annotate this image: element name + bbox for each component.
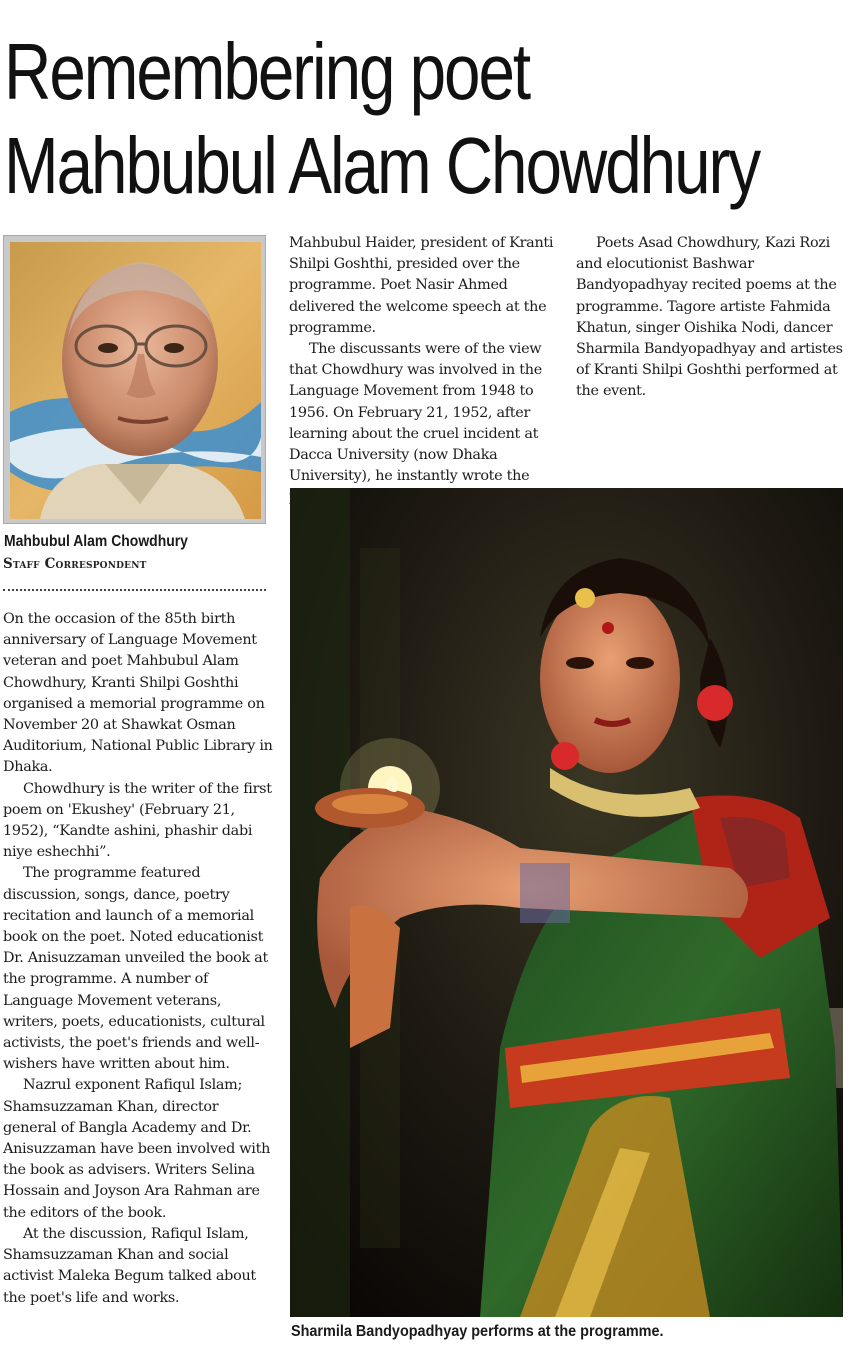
dancer-image [290, 488, 843, 1317]
performance-photo [290, 488, 843, 1317]
photo-caption: Sharmila Bandyopadhyay performs at the programme. [291, 1323, 664, 1340]
portrait-caption: Mahbubul Alam Chowdhury [4, 533, 188, 550]
article-column-2 [289, 233, 559, 509]
paragraph: On the occasion of the 85th birth anniversary of Language Movement veteran and poet Mahbubul Alam Chowdhury, Kranti Shilpi Goshthi organised a memorial programme on November 20 at Shawkat Osman Auditorium, National Public Library in Dhaka. [3, 611, 273, 776]
headline-line-1: Remembering poet [4, 27, 530, 116]
headline-line-2: Mahbubul Alam Chowdhury [4, 121, 760, 210]
paragraph: The discussants were of the view that Chowdhury was involved in the Language Movement from 1948 to 1956. On February 21, 1952, after learning about the cruel incident at Dacca University (now Dhaka University), he instantly wrote the [289, 341, 542, 485]
headline [4, 22, 760, 210]
article-column-1 [3, 609, 275, 1309]
portrait-image [10, 242, 261, 519]
article-column-3 [576, 233, 844, 403]
paragraph: Nazrul exponent Rafiqul Islam; Shamsuzzaman Khan, director general of Bangla Academy and Dr. Anisuzzaman have been involved with the book as advisers. Writers Selina Hossain and Joyson Ara Rahman are the editors of the book. [3, 1077, 271, 1221]
paragraph: Mahbubul Haider, president of Kranti Shilpi Goshthi, presided over the programme. Poet Nasir Ahmed delivered the welcome speech at the programme. [289, 235, 554, 336]
byline: Staff Correspondent [3, 556, 147, 572]
paragraph: The programme featured discussion, songs, dance, poetry recitation and launch of a memorial book on the poet. Noted educationist Dr. Anisuzzaman unveiled the book at the programme. A number of Language Movement veterans, writers, poets, educationists, cultural activists, the poet's friends and well-wishers have written about him. [3, 865, 268, 1073]
paragraph: Poets Asad Chowdhury, Kazi Rozi and elocutionist Bashwar Bandyopadhyay recited poems at the programme. Tagore artiste Fahmida Khatun, singer Oishika Nodi, dancer Sharmila Bandyopadhyay and artistes of Kranti Shilpi Goshthi performed at the event. [576, 235, 843, 400]
paragraph: Chowdhury is the writer of the first poem on 'Ekushey' (February 21, 1952), “Kandte ashini, phashir dabi niye eshechhi”. [3, 780, 272, 861]
dotted-divider [3, 589, 266, 591]
paragraph: At the discussion, Rafiqul Islam, Shamsuzzaman Khan and social activist Maleka Begum talked about the poet's life and works. [3, 1225, 256, 1306]
portrait-photo [3, 235, 266, 524]
